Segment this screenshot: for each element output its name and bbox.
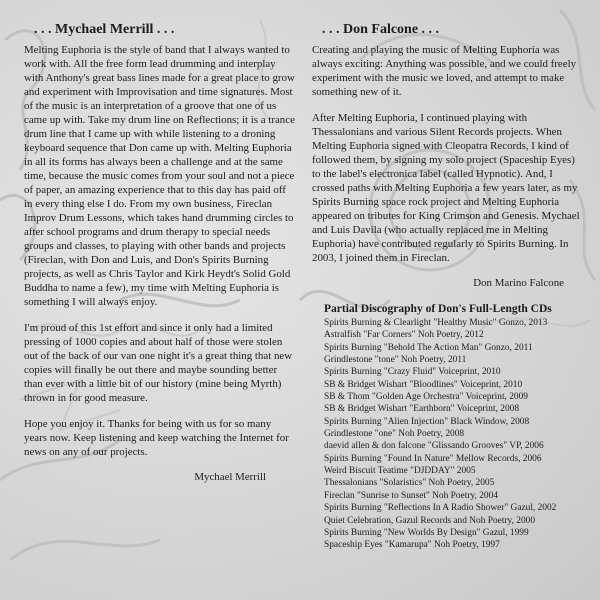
left-paragraph-2: I'm proud of this 1st effort and since it only had a limited pressing of 1000 copies and about half of those were stolen out of the back of our van one night it's a great thing that new copies will finally be out there and maybe sounding better than ever with a little bit of our history (mine being Myrth) thrown in for good measure. bbox=[24, 322, 293, 404]
discography-item: Spirits Burning "New Worlds By Design" Gazul, 1999 bbox=[324, 527, 529, 538]
left-paragraph-3: Hope you enjoy it. Thanks for being with us for so many years now. Keep listening and keep watching the Internet for news on any of our projects. bbox=[24, 418, 289, 458]
don-falcone-signature: Don Marino Falcone bbox=[473, 277, 564, 289]
discography-item: SB & Bridget Wishart "Earthborn" Voiceprint, 2008 bbox=[324, 404, 520, 415]
don-falcone-heading: . . . Don Falcone . . . bbox=[322, 22, 440, 37]
discography-item: Grindlestone "tone" Noh Poetry, 2011 bbox=[324, 355, 467, 366]
mychael-merrill-signature: Mychael Merrill bbox=[194, 471, 266, 483]
discography-item: Spirits Burning "Behold The Action Man" Gonzo, 2011 bbox=[324, 342, 533, 353]
discography-item: Spirits Burning "Found In Nature" Mellow Records, 2006 bbox=[324, 453, 542, 464]
discography-item: Spirits Burning "Alien Injection" Black Window, 2008 bbox=[324, 416, 530, 427]
discography-item: Thessalonians "Solaristics" Noh Poetry, 2005 bbox=[324, 478, 495, 489]
left-paragraph-1: Melting Euphoria is the style of band that I always wanted to work with. All the free form lead drumming and interplay with Anthony's great bass lines made for a great place to grow and experiment with Improvisation and time signatures. Most of the music is an interpretation of a groove that one of us came up with. Take my drum line on Reflections; it is a trance drum line that I came up with while listening to a droning keyboard sequence that Don came up with. Melting Euphoria in all its forms has always been a challenge and at the same time, because the music comes from your soul and not a piece of paper, an amazing experience that to this day has paid off in every thing else I do. From my own business, Fireclan Improv Drum Lessons, which takes hand drumming circles to after school programs and drum therapy to special needs groups and classes, to playing with other bands and projects (Fireclan, with Don and Luis, and Don's Spirits Burning projects, as well as Chris Taylor and Kirk Heydt's Solid Gold Buddha to name a few), my time with Melting Euphoria is something I will always enjoy. bbox=[24, 44, 295, 308]
discography-item: Spirits Burning "Reflections In A Radio Shower" Gazul, 2002 bbox=[324, 503, 557, 514]
discography-item: Spirits Burning & Clearlight "Healthy Music" Gonzo, 2013 bbox=[324, 318, 548, 328]
discography-item: Quiet Celebration, Gazul Records and Noh Poetry, 2000 bbox=[324, 515, 536, 526]
right-paragraph-2: After Melting Euphoria, I continued playing with Thessalonians and various Silent Records projects. When Melting Euphoria signed with Cleopatra Records, I kind of followed them, by signing my solo project (Spaceship Eyes) to the label's electronica label (called Hypnotic). And, I crossed paths with Melting Euphoria a few years later, as my Spirits Burning space rock project and Melting Euphoria appeared on tributes for King Crimson and Genesis. Mychael and Luis Davila (who actually replaced me in Melting Euphoria) have contributed regularly to Spirits Burning. In 2003, I joined them in Fireclan. bbox=[312, 112, 580, 264]
don-falcone-column bbox=[312, 22, 584, 552]
discography-item: Spaceship Eyes "Kamarupa" Noh Poetry, 1997 bbox=[324, 540, 500, 551]
right-paragraph-1: Creating and playing the music of Melting Euphoria was always exciting: Anything was possible, and we could freely experiment with the music we loved, and attempt to make something new of it. bbox=[312, 44, 577, 98]
discography-item: daevid allen & don falcone "Glissando Grooves" VP, 2006 bbox=[324, 441, 544, 452]
discography-item: Spirits Burning "Crazy Fluid" Voiceprint, 2010 bbox=[324, 367, 501, 378]
discography-item: Fireclan "Sunrise to Sunset" Noh Poetry, 2004 bbox=[324, 490, 498, 501]
discography-item: SB & Bridget Wishart "Bloodlines" Voiceprint, 2010 bbox=[324, 379, 523, 390]
mychael-merrill-heading: . . . Mychael Merrill . . . bbox=[34, 22, 175, 37]
discography-title: Partial Discography of Don's Full-Length CDs bbox=[324, 303, 552, 315]
discography-item: SB & Thom "Golden Age Orchestra" Voiceprint, 2009 bbox=[324, 392, 528, 403]
discography-item: Weird Biscuit Teatime "DJDDAY" 2005 bbox=[324, 466, 476, 477]
mychael-merrill-column bbox=[24, 22, 296, 483]
discography-item: Astralfish "Far Corners" Noh Poetry, 2012 bbox=[324, 330, 484, 341]
discography-list bbox=[312, 317, 584, 552]
discography-item: Grindlestone "one" Noh Poetry, 2008 bbox=[324, 429, 465, 440]
